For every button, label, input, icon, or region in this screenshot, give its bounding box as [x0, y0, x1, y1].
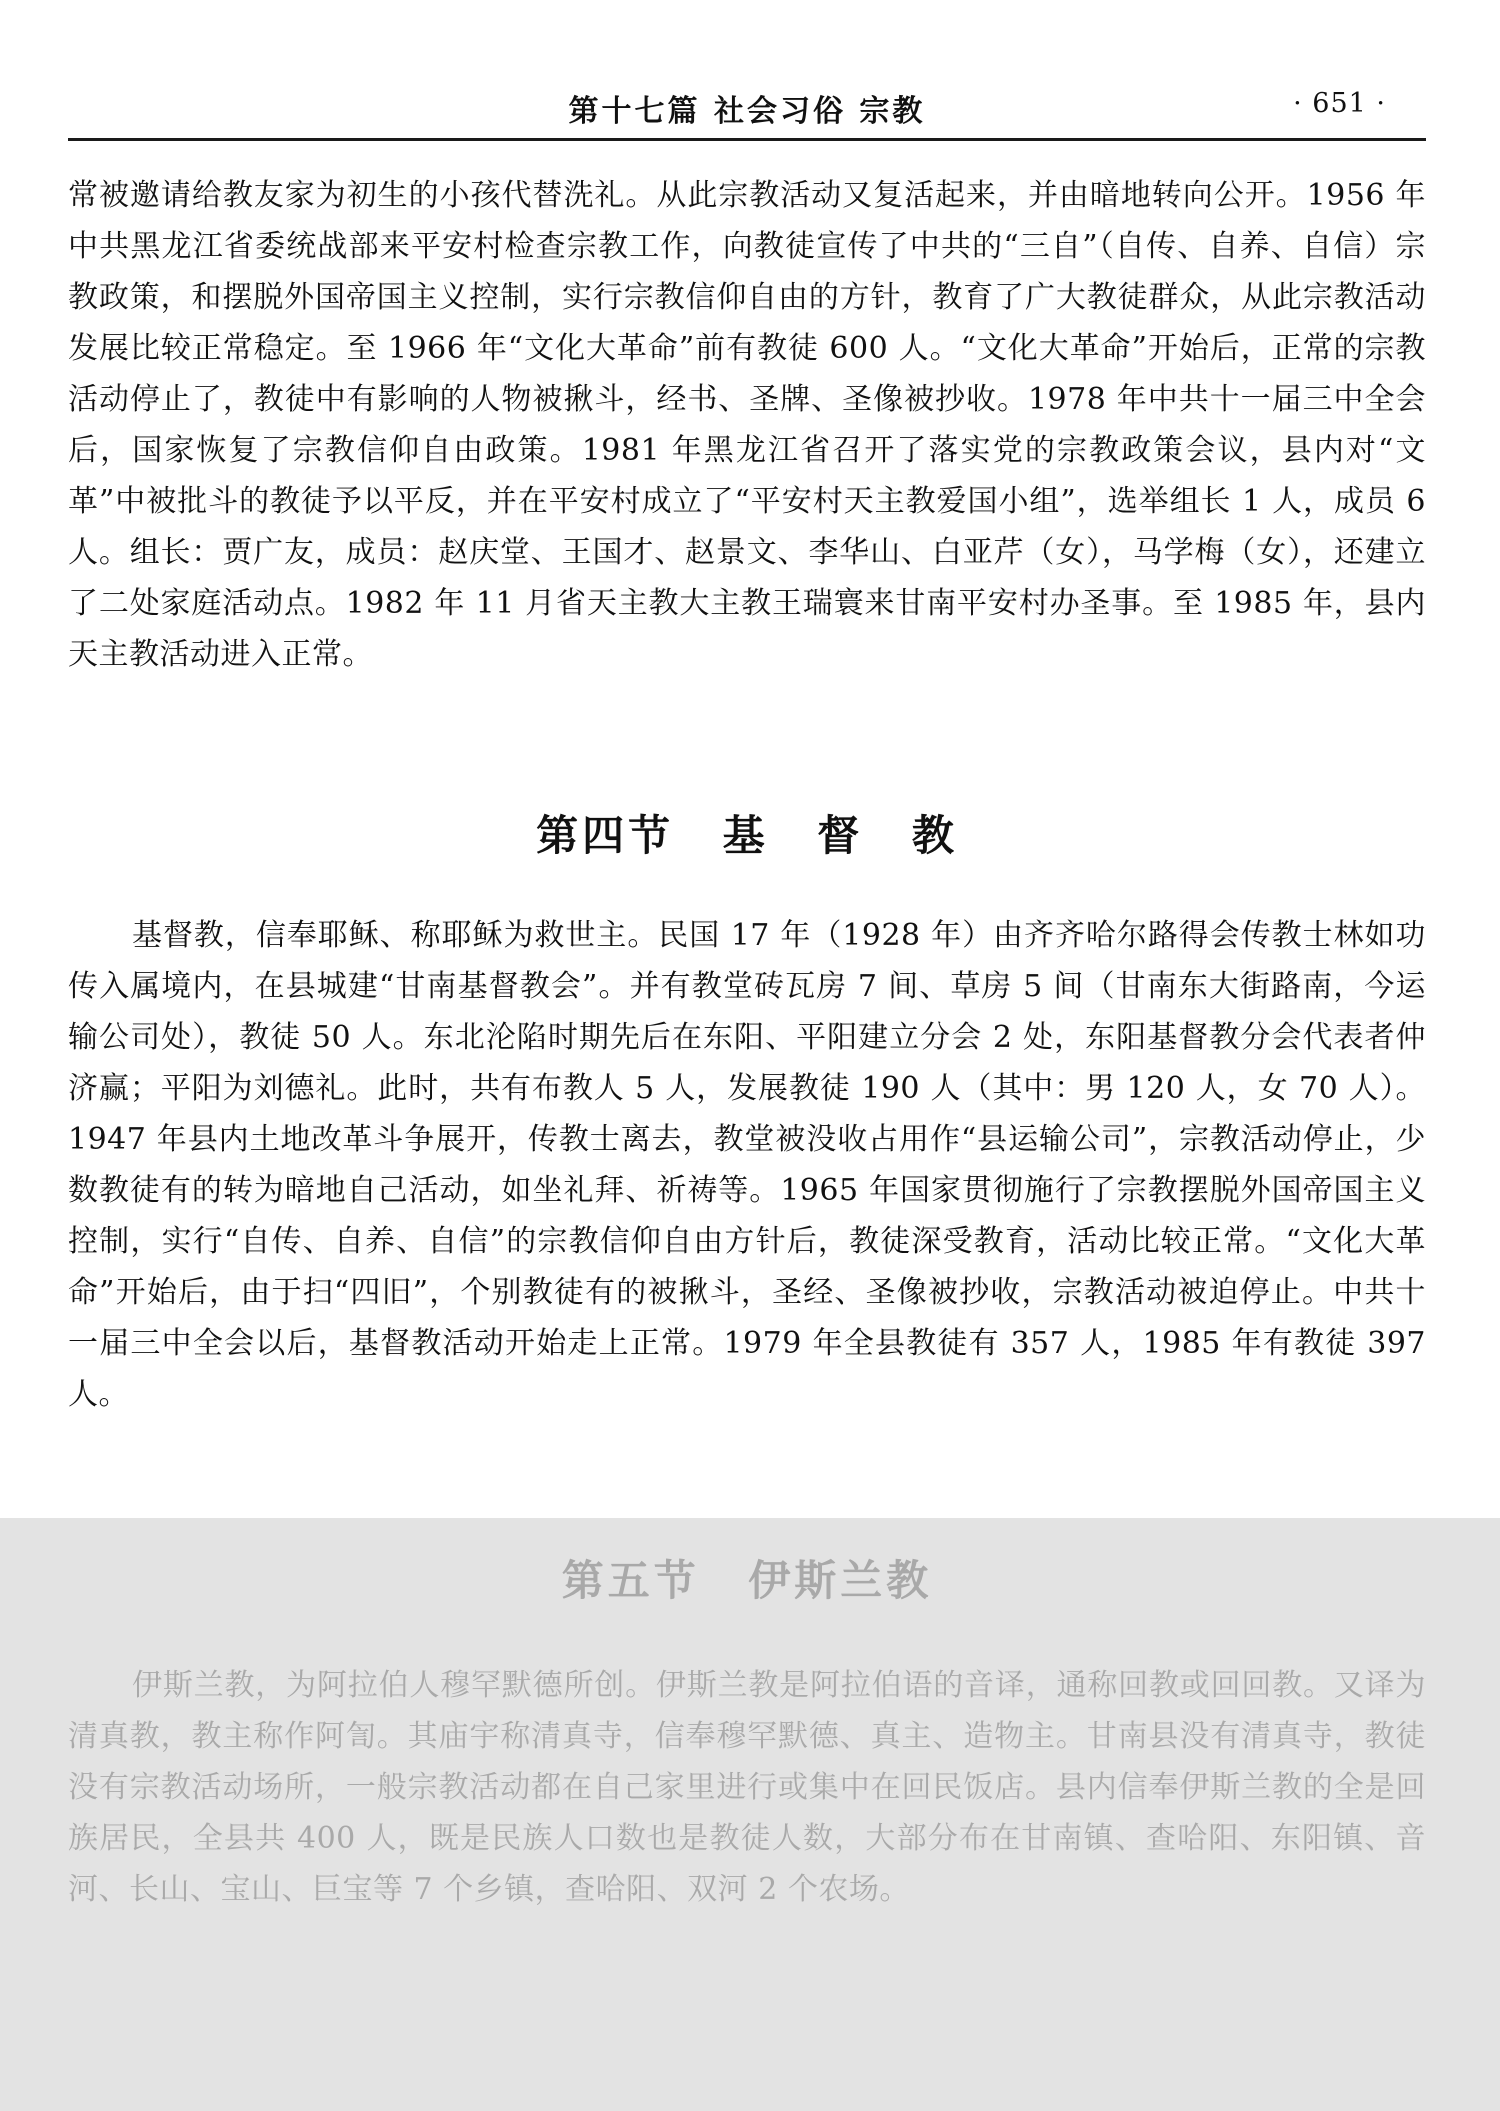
section-heading-christianity: 第四节 基 督 教	[536, 811, 958, 860]
islam-paragraph: 伊斯兰教，为阿拉伯人穆罕默德所创。伊斯兰教是阿拉伯语的音译，通称回教或回回教。又译为清真教，教主称作阿訇。其庙宇称清真寺，信奉穆罕默德、真主、造物主。甘南县没有清真寺，教徒没有宗教活动场所，一般宗教活动都在自己家里进行或集中在回民饭店。县内信奉伊斯兰教的全是回族居民，全县共 400 人，既是民族人口数也是教徒人数，大部分布在甘南镇、查哈阳、东阳镇、音河、长山、宝山、巨宝等 7 个乡镇，查哈阳、双河 2 个农场。	[68, 1668, 1426, 1907]
page-header	[68, 78, 1426, 141]
intro-paragraph: 常被邀请给教友家为初生的小孩代替洗礼。从此宗教活动又复活起来，并由暗地转向公开。1956 年中共黑龙江省委统战部来平安村检查宗教工作，向教徒宣传了中共的“三自”（自传、自养、自信）宗教政策，和摆脱外国帝国主义控制，实行宗教信仰自由的方针，教育了广大教徒群众，从此宗教活动发展比较正常稳定。至 1966 年“文化大革命”前有教徒 600 人。“文化大革命”开始后，正常的宗教活动停止了，教徒中有影响的人物被揪斗，经书、圣牌、圣像被抄收。1978 年中共十一届三中全会后，国家恢复了宗教信仰自由政策。1981 年黑龙江省召开了落实党的宗教政策会议，县内对“文革”中被批斗的教徒予以平反，并在平安村成立了“平安村天主教爱国小组”，选举组长 1 人，成员 6 人。组长：贾广友，成员：赵庆堂、王国才、赵景文、李华山、白亚芹（女），马学梅（女），还建立了二处家庭活动点。1982 年 11 月省天主教大主教王瑞寰来甘南平安村办圣事。至 1985 年，县内天主教活动进入正常。	[68, 178, 1426, 672]
page-number: · 651 ·	[1293, 88, 1386, 119]
section-heading-islam: 第五节 伊斯兰教	[561, 1556, 933, 1605]
running-title: 第十七篇 社会习俗 宗教	[568, 94, 926, 129]
christianity-paragraph: 基督教，信奉耶稣、称耶稣为救世主。民国 17 年（1928 年）由齐齐哈尔路得会传教士林如功传入属境内，在县城建“甘南基督教会”。并有教堂砖瓦房 7 间、草房 5 间（甘南东大街路南，今运输公司处），教徒 50 人。东北沦陷时期先后在东阳、平阳建立分会 2 处，东阳基督教分会代表者仲济赢；平阳为刘德礼。此时，共有布教人 5 人，发展教徒 190 人（其中：男 120 人，女 70 人）。1947 年县内土地改革斗争展开，传教士离去，教堂被没收占用作“县运输公司”，宗教活动停止，少数教徒有的转为暗地自己活动，如坐礼拜、祈祷等。1965 年国家贯彻施行了宗教摆脱外国帝国主义控制，实行“自传、自养、自信”的宗教信仰自由方针后，教徒深受教育，活动比较正常。“文化大革命”开始后，由于扫“四旧”，个别教徒有的被揪斗，圣经、圣像被抄收，宗教活动被迫停止。中共十一届三中全会以后，基督教活动开始走上正常。1979 年全县教徒有 357 人，1985 年有教徒 397 人。	[68, 918, 1426, 1412]
